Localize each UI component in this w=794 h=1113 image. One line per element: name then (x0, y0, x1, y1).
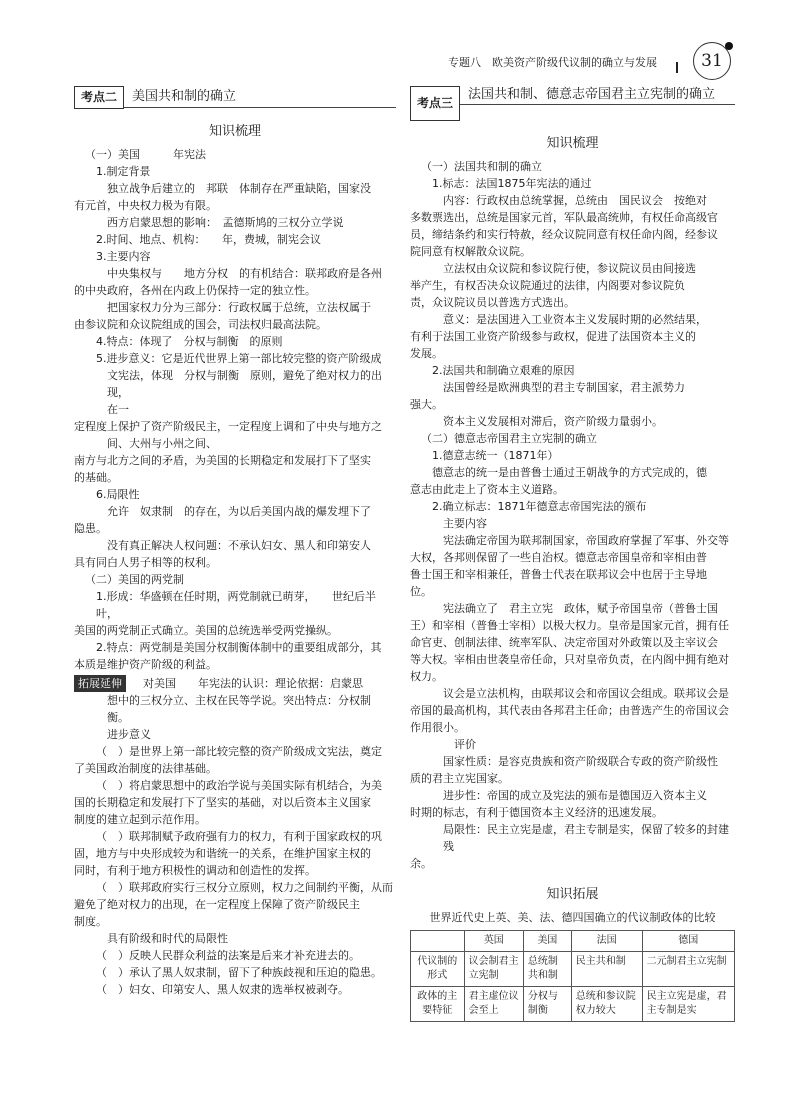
right-lines-line: 举产生，有权否决众议院通过的法律，内阁要对参议院负 (410, 279, 685, 292)
right-lines-line: 2.确立标志：1871年德意志帝国宪法的颁布 (432, 500, 647, 513)
comparison-table (410, 930, 735, 1022)
left-lines-line: 5.进步意义：它是近代世界上第一部比较完整的资产阶级成 (96, 352, 382, 365)
right-lines-line: 德意志的统一是由普鲁士通过王朝战争的方式完成的，德 (432, 466, 707, 479)
right-lines-line: 有利于法国工业资产阶级参与政权，促进了法国资本主义的 (410, 330, 696, 343)
table-header-cell: 美国 (523, 931, 571, 952)
extension-line: （ ）将启蒙思想中的政治学说与美国实际有机结合，为美 (96, 779, 382, 792)
extension-line: 衡。 (107, 711, 129, 724)
extension-body (74, 692, 396, 998)
page-number (693, 42, 731, 80)
right-lines-line: 作用很小。 (410, 721, 465, 734)
left-lines-line: 由参议院和众议院组成的国会，司法权归最高法院。 (74, 318, 327, 331)
extension-line: 同时，有利于地方积极性的调动和创造性的发挥。 (74, 864, 316, 877)
kaodian-3-heading (410, 86, 735, 121)
left-lines-line: 把国家权力分为三部分：行政权属于总统，立法权属于 (107, 301, 371, 314)
right-lines-line: 主要内容 (443, 517, 487, 530)
right-lines-line: 大权，各邦则保留了一些自治权。德意志帝国皇帝和宰相由普 (410, 551, 707, 564)
left-lines-line: 有元首，中央权力极为有限。 (74, 199, 217, 212)
right-column (410, 86, 735, 1022)
kaodian-title: 法国共和制、德意志帝国君主立宪制的确立 (460, 86, 735, 105)
extension-line: 想中的三权分立、主权在民等学说。突出特点：分权制 (107, 694, 371, 707)
left-lines-line: （二）美国的两党制 (85, 573, 184, 586)
right-lines-line: 质的君主立宪国家。 (410, 772, 509, 785)
extension-line: （ ）反映人民群众利益的法案是后来才补充进去的。 (96, 949, 360, 962)
left-lines-line: （一）美国 年宪法 (85, 148, 206, 161)
page-dot-icon (725, 42, 733, 50)
right-lines-line: 发展。 (410, 347, 443, 360)
extension-block (74, 675, 396, 998)
extension-line: 了美国政治制度的法律基础。 (74, 762, 217, 775)
right-lines-line: 宪法确立了 君主立宪 政体，赋予帝国皇帝（普鲁士国 (443, 602, 718, 615)
left-body (74, 146, 396, 673)
page-number-text: 31 (701, 51, 723, 71)
right-lines-line: 王）和宰相（普鲁士宰相）以极大权力。皇帝是国家元首，拥有任 (410, 619, 729, 632)
left-lines-line: 间、大州与小州之间、 (107, 437, 217, 450)
left-lines-line: 美国的两党制正式确立。美国的总统选举受两党操纵。 (74, 624, 338, 637)
table-row-header: 政体的主要特征 (411, 987, 465, 1022)
left-lines-line: 没有真正解决人权问题：不承认妇女、黑人和印第安人 (107, 539, 371, 552)
left-column (74, 86, 396, 998)
topic-title: 专题八 欧美资产阶级代议制的确立与发展 (448, 56, 657, 69)
left-lines-line: 南方与北方之间的矛盾，为美国的长期稳定和发展打下了坚实 (74, 454, 371, 467)
right-lines-line: 责，众议院议员以普选方式选出。 (410, 296, 575, 309)
left-lines-line: 的基础。 (74, 471, 118, 484)
right-lines-line: 立法权由众议院和参议院行使，参议院议员由间接选 (443, 262, 696, 275)
right-lines-line: 评价 (443, 738, 476, 751)
kaodian-title: 美国共和制的确立 (124, 88, 396, 108)
right-lines-line: （一）法国共和制的确立 (421, 160, 542, 173)
table-row (411, 987, 735, 1022)
right-lines-line: 多数票选出，总统是国家元首，军队最高统帅，有权任命高级官 (410, 211, 718, 224)
extension-label: 拓展延伸 (74, 675, 126, 692)
right-lines-line: 议会是立法机构，由联邦议会和帝国议会组成。联邦议会是 (443, 687, 729, 700)
left-lines-line: 的中央政府，各州在内政上仍保持一定的独立性。 (74, 284, 316, 297)
table-header-cell: 德国 (642, 931, 734, 952)
left-lines-line: 1.制定背景 (96, 165, 151, 178)
table-cell: 二元制君主立宪制 (642, 952, 734, 987)
right-lines-line: 强大。 (410, 398, 443, 411)
running-header (430, 52, 730, 72)
right-lines-line: 资本主义发展相对滞后，资产阶级力量弱小。 (443, 415, 663, 428)
right-lines-line: 1.标志：法国1875年宪法的通过 (432, 177, 592, 190)
right-lines-line: 时期的标志，有利于德国资本主义经济的迅速发展。 (410, 806, 663, 819)
section-title: 知识梳理 (546, 136, 599, 151)
right-lines-line: 帝国的最高机构，其代表由各邦君主任命；由普选产生的帝国议会 (410, 704, 729, 717)
left-lines-line: 具有同白人男子相等的权利。 (74, 556, 217, 569)
table-header-cell: 英国 (464, 931, 523, 952)
table-cell: 民主共和制 (571, 952, 642, 987)
extension-line: 制度的建立起到示范作用。 (74, 813, 206, 826)
right-lines-line: 位。 (410, 585, 432, 598)
left-lines-line: 4.特点：体现了 分权与制衡 的原则 (96, 335, 283, 348)
extension-line: （ ）妇女、印第安人、黑人奴隶的选举权被剥夺。 (96, 983, 349, 996)
right-lines-line: 意义：是法国进入工业资本主义发展时期的必然结果， (443, 313, 707, 326)
right-lines-line: 权力。 (410, 670, 443, 683)
right-lines-line: 法国曾经是欧洲典型的君主专制国家，君主派势力 (443, 381, 685, 394)
extension-line: （ ）联邦政府实行三权分立原则，权力之间制约平衡，从而 (96, 881, 393, 894)
table-cell: 总统和参议院权力较大 (571, 987, 642, 1022)
kaodian-tag: 考点二 (74, 86, 124, 109)
left-lines-line: 中央集权与 地方分权 的有机结合：联邦政府是各州 (107, 267, 382, 280)
right-lines-line: 局限性：民主立宪是虚，君主专制是实，保留了较多的封建残 (443, 823, 729, 853)
right-lines-line: 鲁士国王和宰相兼任，普鲁士代表在联邦议会中也居于主导地 (410, 568, 707, 581)
extension-line: （ ）联邦制赋予政府强有力的权力，有利于国家政权的巩 (96, 830, 382, 843)
right-lines-line: 意志由此走上了资本主义道路。 (410, 483, 564, 496)
table-header-cell: 法国 (571, 931, 642, 952)
left-lines-line: 本质是维护资产阶级的利益。 (74, 658, 217, 671)
extension-line: 制度。 (74, 915, 107, 928)
extension-line: 国的长期稳定和发展打下了坚实的基础，对以后资本主义国家 (74, 796, 371, 809)
right-lines-line: 宪法确定帝国为联邦制国家，帝国政府掌握了军事、外交等 (443, 534, 729, 547)
extension-line: 避免了绝对权力的出现，在一定程度上保障了资产阶级民主 (74, 898, 360, 911)
extension-line: 固，地方与中央形成较为和谐统一的关系，在维护国家主权的 (74, 847, 371, 860)
left-lines-line: 西方启蒙思想的影响： 孟德斯鸠的三权分立学说 (107, 216, 344, 229)
left-lines-line: 6.局限性 (96, 488, 140, 501)
right-lines-line: 国家性质：是容克贵族和资产阶级联合专政的资产阶级性 (443, 755, 718, 768)
right-lines-line: 院同意有权解散众议院。 (410, 245, 531, 258)
extension-line: （ ）是世界上第一部比较完整的资产阶级成文宪法，奠定 (96, 745, 382, 758)
header-divider (676, 62, 678, 73)
right-lines-line: （二）德意志帝国君主立宪制的确立 (421, 432, 597, 445)
left-lines-line: 2.时间、地点、机构： 年，费城，制宪会议 (96, 233, 321, 246)
table-cell: 议会制君主立宪制 (464, 952, 523, 987)
table-row-header: 代议制的形式 (411, 952, 465, 987)
left-lines-line: 在一 (107, 403, 129, 416)
table-header-row (411, 931, 735, 952)
left-lines-line: 隐患。 (74, 522, 107, 535)
kaodian-2-heading (74, 86, 396, 109)
extension-line: 具有阶级和时代的局限性 (107, 932, 228, 945)
right-lines-line: 进步性：帝国的成立及宪法的颁布是德国迈入资本主义 (443, 789, 707, 802)
section-title-2: 知识拓展 (546, 887, 599, 902)
extension-line: 进步意义 (107, 728, 151, 741)
left-lines-line: 定程度上保护了资产阶级民主，一定程度上调和了中央与地方之 (74, 420, 382, 433)
table-body (411, 952, 735, 1022)
right-lines-line: 等大权。宰相由世袭皇帝任命，只对皇帝负责，在内阁中拥有绝对 (410, 653, 729, 666)
kaodian-tag: 考点三 (410, 86, 460, 121)
table-cell: 总统制共和制 (523, 952, 571, 987)
left-lines-line: 1.形成：华盛顿在任时期，两党制就已萌芽， 世纪后半叶， (96, 590, 376, 620)
left-lines-line: 3.主要内容 (96, 250, 151, 263)
section-title: 知识梳理 (208, 124, 261, 139)
right-lines-line: 命官吏、创制法律、统率军队、决定帝国对外政策以及主宰议会 (410, 636, 718, 649)
right-body (410, 158, 735, 872)
table-row (411, 952, 735, 987)
left-lines-line: 2.特点：两党制是美国分权制衡体制中的重要组成部分，其 (96, 641, 382, 654)
right-lines-line: 员，缔结条约和实行特赦，经众议院同意有权任命内阁，经参议 (410, 228, 718, 241)
right-lines-line: 1.德意志统一（1871年） (432, 449, 559, 462)
right-lines-line: 2.法国共和制确立艰难的原因 (432, 364, 575, 377)
extension-first-line: 对美国 年宪法的认识：理论依据：启蒙思 (132, 677, 363, 690)
left-lines-line: 文宪法，体现 分权与制衡 原则，避免了绝对权力的出现， (107, 369, 382, 399)
table-cell: 君主虚位议会至上 (464, 987, 523, 1022)
table-header-cell (411, 931, 465, 952)
table-cell: 民主立宪是虚，君主专制是实 (642, 987, 734, 1022)
left-lines-line: 独立战争后建立的 邦联 体制存在严重缺陷，国家没 (107, 182, 371, 195)
extension-line: （ ）承认了黑人奴隶制，留下了种族歧视和压迫的隐患。 (96, 966, 382, 979)
left-lines-line: 允许 奴隶制 的存在，为以后美国内战的爆发埋下了 (107, 505, 371, 518)
right-lines-line: 余。 (410, 857, 432, 870)
table-title: 世界近代史上英、美、法、德四国确立的代议制政体的比较 (429, 911, 716, 924)
table-cell: 分权与制衡 (523, 987, 571, 1022)
right-lines-line: 内容：行政权由总统掌握，总统由 国民议会 按绝对 (443, 194, 707, 207)
